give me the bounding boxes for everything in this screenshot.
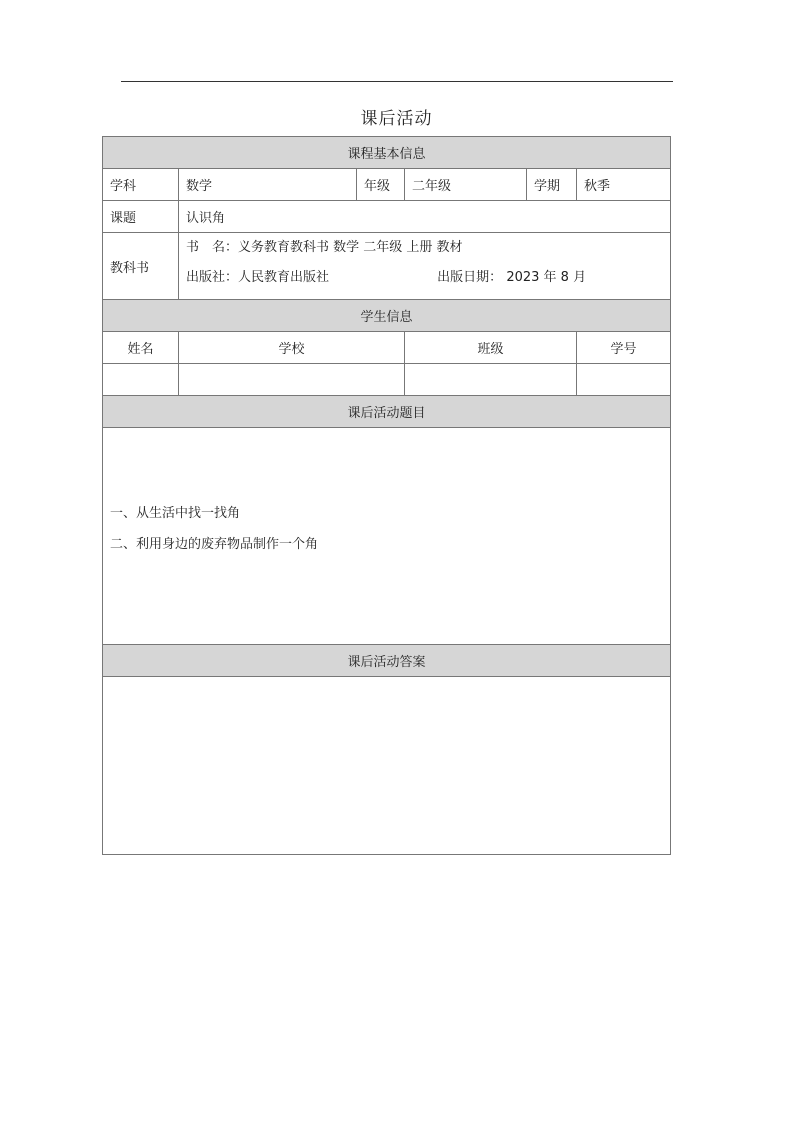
grade-label: 年级 <box>357 169 405 201</box>
student-header-school: 学校 <box>179 332 405 364</box>
student-name-cell[interactable] <box>103 364 179 396</box>
subject-value: 数学 <box>179 169 357 201</box>
student-id-cell[interactable] <box>577 364 671 396</box>
book-name-label: 书 名： <box>186 240 239 255</box>
student-header-class: 班级 <box>405 332 577 364</box>
subject-label: 学科 <box>103 169 179 201</box>
grade-value: 二年级 <box>405 169 527 201</box>
section-header-activity-answers: 课后活动答案 <box>103 645 671 677</box>
topic-label: 课题 <box>103 201 179 233</box>
activity-sheet-table <box>102 136 671 855</box>
term-value: 秋季 <box>577 169 671 201</box>
question-item: 二、利用身边的废弃物品制作一个角 <box>110 537 319 552</box>
student-header-id: 学号 <box>577 332 671 364</box>
section-header-course-info: 课程基本信息 <box>103 137 671 169</box>
student-header-name: 姓名 <box>103 332 179 364</box>
publisher-value: 人民教育出版社 <box>238 270 330 285</box>
publisher-line <box>186 269 663 299</box>
term-label: 学期 <box>527 169 577 201</box>
section-header-activity-questions: 课后活动题目 <box>103 396 671 428</box>
activity-questions-box <box>103 428 671 645</box>
textbook-label: 教科书 <box>103 233 179 300</box>
student-class-cell[interactable] <box>405 364 577 396</box>
header-rule <box>121 81 673 82</box>
student-school-cell[interactable] <box>179 364 405 396</box>
activity-answers-box[interactable] <box>103 677 671 855</box>
topic-value: 认识角 <box>179 201 671 233</box>
textbook-details <box>179 233 671 300</box>
book-name-value: 义务教育教科书 数学 二年级 上册 教材 <box>238 240 463 255</box>
document-title: 课后活动 <box>360 109 433 129</box>
pub-date-label: 出版日期： <box>437 270 503 285</box>
pub-date-value: 2023 年 8 月 <box>506 270 587 285</box>
book-name-line <box>186 239 663 269</box>
section-header-student-info: 学生信息 <box>103 300 671 332</box>
publisher-label: 出版社： <box>186 270 239 285</box>
question-item: 一、从生活中找一找角 <box>110 506 241 521</box>
